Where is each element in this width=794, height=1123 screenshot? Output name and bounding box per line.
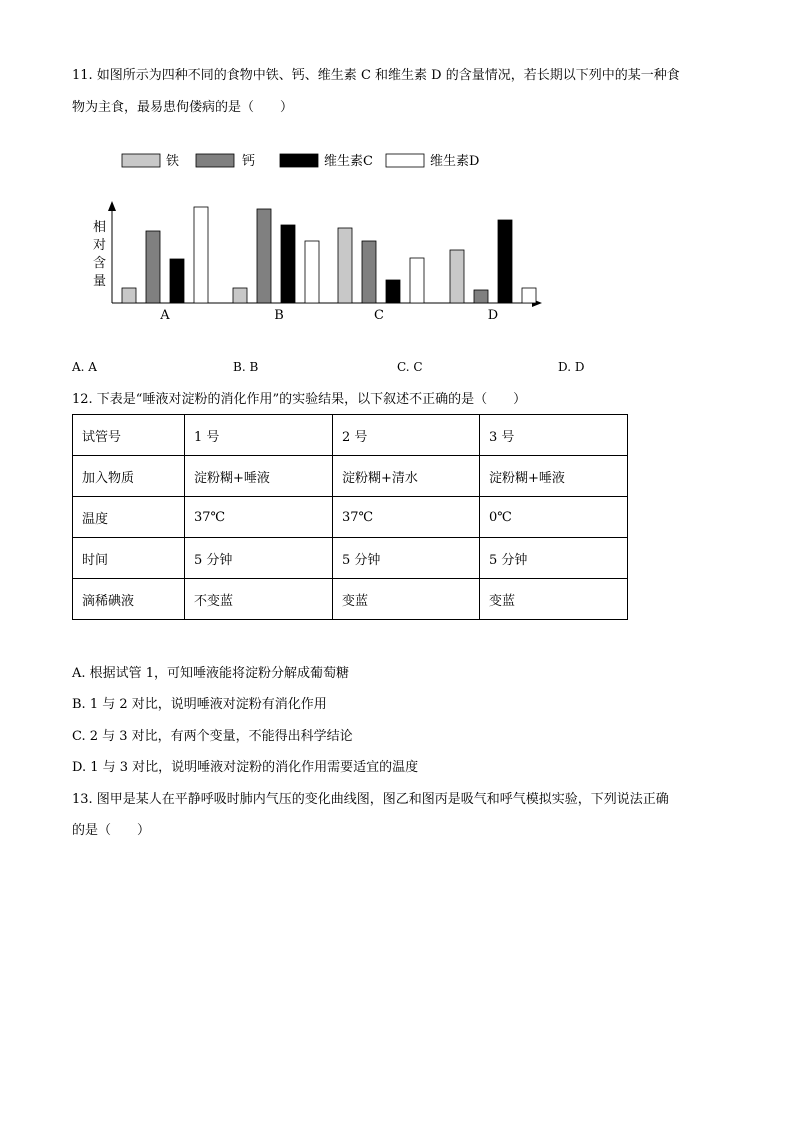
table-cell: 变蓝 bbox=[480, 579, 628, 620]
q12-option-a[interactable]: A. 根据试管 1，可知唾液能将淀粉分解成葡萄糖 bbox=[72, 666, 350, 681]
q12-option-c[interactable]: C. 2 与 3 对比，有两个变量，不能得出科学结论 bbox=[72, 729, 353, 744]
table-row bbox=[73, 497, 628, 538]
bar-d-iron bbox=[450, 250, 464, 303]
bar-a-calcium bbox=[146, 231, 160, 303]
table-row bbox=[73, 579, 628, 620]
legend-label-vitamin-c: 维生素C bbox=[324, 154, 373, 169]
bar-d-vitamin-d bbox=[522, 288, 536, 303]
bar-c-iron bbox=[338, 228, 352, 303]
table-cell: 1 号 bbox=[185, 415, 333, 456]
bar-a-iron bbox=[122, 288, 136, 303]
q11-option-d[interactable]: D. D bbox=[558, 360, 585, 374]
table-cell: 时间 bbox=[73, 538, 185, 579]
table-cell: 淀粉糊+唾液 bbox=[185, 456, 333, 497]
y-label-char-2: 对 bbox=[93, 238, 107, 253]
bar-b-iron bbox=[233, 288, 247, 303]
q11-stem-line1: 11. 如图所示为四种不同的食物中铁、钙、维生素 C 和维生素 D 的含量情况，若长期以下列中的某一种食 bbox=[72, 68, 680, 83]
legend-swatch-iron bbox=[122, 154, 160, 167]
y-axis-arrow-icon bbox=[108, 201, 116, 211]
nutrient-bar-chart bbox=[72, 145, 552, 335]
legend-label-vitamin-d: 维生素D bbox=[430, 154, 480, 169]
table-cell: 温度 bbox=[73, 497, 185, 538]
y-label-char-3: 含 bbox=[93, 256, 107, 271]
bar-c-calcium bbox=[362, 241, 376, 303]
legend-label-iron: 铁 bbox=[166, 154, 180, 169]
bar-d-vitamin-c bbox=[498, 220, 512, 303]
table-cell: 淀粉糊+清水 bbox=[333, 456, 480, 497]
table-cell: 滴稀碘液 bbox=[73, 579, 185, 620]
bar-c-vitamin-c bbox=[386, 280, 400, 303]
table-row bbox=[73, 415, 628, 456]
legend-label-calcium: 钙 bbox=[242, 154, 256, 169]
table-cell: 5 分钟 bbox=[480, 538, 628, 579]
q13-stem-line2: 的是（ ） bbox=[72, 823, 151, 838]
q13-stem-line1: 13. 图甲是某人在平静呼吸时肺内气压的变化曲线图，图乙和图丙是吸气和呼气模拟实验，下列说法正确 bbox=[72, 792, 669, 807]
bar-a-vitamin-c bbox=[170, 259, 184, 303]
table-cell: 2 号 bbox=[333, 415, 480, 456]
table-cell: 淀粉糊+唾液 bbox=[480, 456, 628, 497]
table-cell: 37℃ bbox=[185, 497, 333, 538]
table-cell: 37℃ bbox=[333, 497, 480, 538]
x-tick-label-a: A bbox=[160, 308, 170, 323]
table-cell: 加入物质 bbox=[73, 456, 185, 497]
x-tick-label-c: C bbox=[374, 308, 384, 323]
x-tick-label-d: D bbox=[487, 308, 499, 323]
q12-option-d[interactable]: D. 1 与 3 对比，说明唾液对淀粉的消化作用需要适宜的温度 bbox=[72, 760, 419, 775]
q11-option-a[interactable]: A. A bbox=[72, 360, 97, 374]
legend-swatch-vitamin-c bbox=[280, 154, 318, 167]
y-label-char-1: 相 bbox=[93, 220, 107, 235]
legend-swatch-calcium bbox=[196, 154, 234, 167]
q11-option-b[interactable]: B. B bbox=[233, 360, 259, 374]
y-label-char-4: 量 bbox=[93, 274, 107, 289]
chart-legend bbox=[122, 153, 479, 169]
bar-c-vitamin-d bbox=[410, 258, 424, 303]
table-cell: 5 分钟 bbox=[333, 538, 480, 579]
q12-stem: 12. 下表是“唾液对淀粉的消化作用”的实验结果，以下叙述不正确的是（ ） bbox=[72, 392, 527, 407]
table-cell: 0℃ bbox=[480, 497, 628, 538]
experiment-table bbox=[72, 414, 628, 620]
table-cell: 变蓝 bbox=[333, 579, 480, 620]
legend-swatch-vitamin-d bbox=[386, 154, 424, 167]
bar-a-vitamin-d bbox=[194, 207, 208, 303]
table-cell: 5 分钟 bbox=[185, 538, 333, 579]
bar-d-calcium bbox=[474, 290, 488, 303]
table-row bbox=[73, 538, 628, 579]
table-cell: 3 号 bbox=[480, 415, 628, 456]
q11-option-c[interactable]: C. C bbox=[397, 360, 423, 374]
q11-stem-line2: 物为主食，最易患佝偻病的是（ ） bbox=[72, 100, 294, 115]
table-row bbox=[73, 456, 628, 497]
x-tick-label-b: B bbox=[274, 308, 284, 323]
y-axis-label bbox=[93, 219, 106, 289]
q12-option-b[interactable]: B. 1 与 2 对比，说明唾液对淀粉有消化作用 bbox=[72, 697, 327, 712]
bar-b-calcium bbox=[257, 209, 271, 303]
table-cell: 不变蓝 bbox=[185, 579, 333, 620]
table-cell: 试管号 bbox=[73, 415, 185, 456]
bar-b-vitamin-d bbox=[305, 241, 319, 303]
bar-b-vitamin-c bbox=[281, 225, 295, 303]
